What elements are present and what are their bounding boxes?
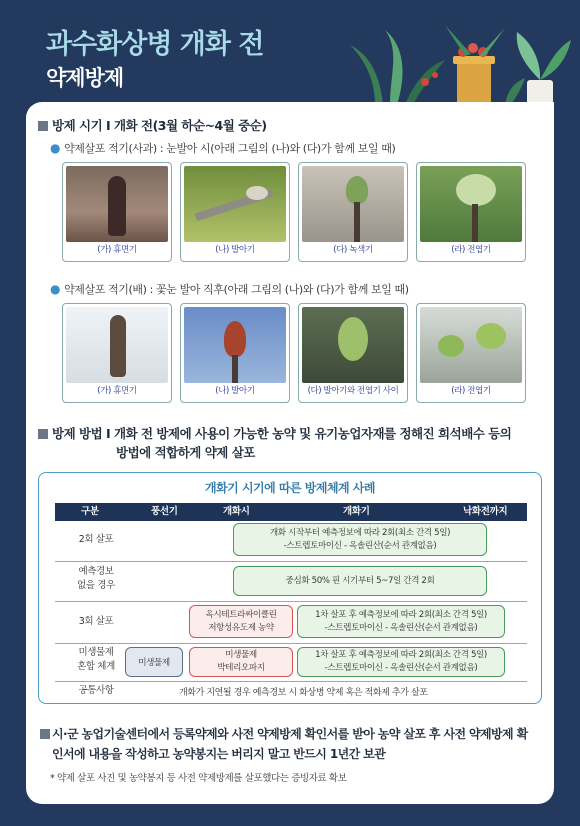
- photo-caption: (나) 발아기: [215, 386, 255, 396]
- col-header: 낙화전까지: [463, 506, 508, 517]
- plant-illustration: [345, 20, 575, 110]
- apple-photo-row: [62, 162, 526, 262]
- row-label: 공통사항: [78, 685, 114, 696]
- photo-caption: (가) 휴면기: [97, 386, 137, 396]
- photo-caption: (라) 전엽기: [451, 245, 491, 255]
- photo-caption: (라) 전엽기: [451, 386, 491, 396]
- row-label: 2회 살포: [78, 534, 114, 545]
- photo-caption: (나) 발아기: [215, 245, 255, 255]
- photo-apple-leafout: [416, 162, 526, 262]
- green-schedule-box: 1차 살포 후 예측정보에 따라 2회(최소 간격 5일) -스트렙토마이신 - 옥솔린산(순서 관계없음): [297, 647, 505, 677]
- photo-caption: (다) 발아기와 전엽기 사이: [307, 386, 399, 396]
- common-note: 개화가 지연될 경우 예측경보 시 화상병 약제 혹은 적화제 추가 살포: [179, 688, 428, 698]
- col-header: 개화시: [223, 506, 250, 517]
- method-heading: 방제 방법 I 개화 전 방제에 사용이 가능한 농약 및 유기농업자재를 정해진 희석배수 등의 방법에 적합하게 약제 살포: [38, 424, 544, 462]
- row-label: 미생물제 혼합 체계: [77, 647, 115, 672]
- footer-note: * 약제 살포 사진 및 농약봉지 등 사전 약제방제를 살포했다는 증빙자료 확보: [50, 773, 347, 784]
- footer-instruction: 시·군 농업기술센터에서 등록약제와 사전 약제방제 확인서를 받아 농약 살포 후 사전 약제방제 확인서에 내용을 작성하고 농약봉지는 버리지 말고 반드시 1년간 보관: [52, 724, 532, 764]
- table-header: [55, 503, 527, 521]
- col-header: 개화기: [343, 506, 370, 517]
- green-schedule-box: 중심화 50% 핀 시기부터 5~7일 간격 2회: [233, 566, 487, 596]
- photo-pear-between: [298, 303, 408, 403]
- page-title: 과수화상병 개화 전: [46, 29, 264, 60]
- row-label: 3회 살포: [78, 616, 114, 627]
- col-header: 구분: [81, 506, 99, 517]
- red-schedule-box: 미생물제 박테리오파지: [189, 647, 293, 677]
- green-schedule-box: 1차 살포 후 예측정보에 따라 2회(최소 간격 5일) -스트렙토마이신 - 옥솔린산(순서 관계없음): [297, 605, 505, 638]
- photo-pear-budbreak: [180, 303, 290, 403]
- green-schedule-box: 개화 시작부터 예측정보에 따라 2회(최소 간격 5일) -스트렙토마이신 - 옥솔린산(순서 관계없음): [233, 523, 487, 556]
- row-label: 예측경보 없을 경우: [77, 566, 115, 591]
- page-subtitle: 약제방제: [46, 66, 124, 90]
- photo-apple-dormant: [62, 162, 172, 262]
- col-header: 풍선기: [151, 506, 178, 517]
- photo-pear-dormant: [62, 303, 172, 403]
- pear-photo-row: [62, 303, 526, 403]
- photo-caption: (가) 휴면기: [97, 245, 137, 255]
- apple-bullet: ● 약제살포 적기(사과) : 눈발아 시(아래 그림의 (나)와 (다)가 함께 보일 때): [50, 141, 396, 155]
- red-schedule-box: 옥시테트라싸이클린 저항성유도제 농약: [189, 605, 293, 638]
- pear-bullet: ● 약제살포 적기(배) : 꽃눈 발아 직후(아래 그림의 (나)와 (다)가 함께 보일 때): [50, 282, 409, 296]
- table-title: 개화기 시기에 따른 방제체계 사례: [204, 481, 375, 495]
- photo-apple-green: [298, 162, 408, 262]
- photo-caption: (다) 녹색기: [333, 245, 373, 255]
- photo-pear-leafout: [416, 303, 526, 403]
- timing-heading: 방제 시기 I 개화 전(3월 하순~4월 중순): [38, 116, 267, 135]
- blue-schedule-box: 미생물제: [125, 647, 183, 677]
- control-schedule-table: [38, 472, 542, 704]
- photo-apple-budbreak: [180, 162, 290, 262]
